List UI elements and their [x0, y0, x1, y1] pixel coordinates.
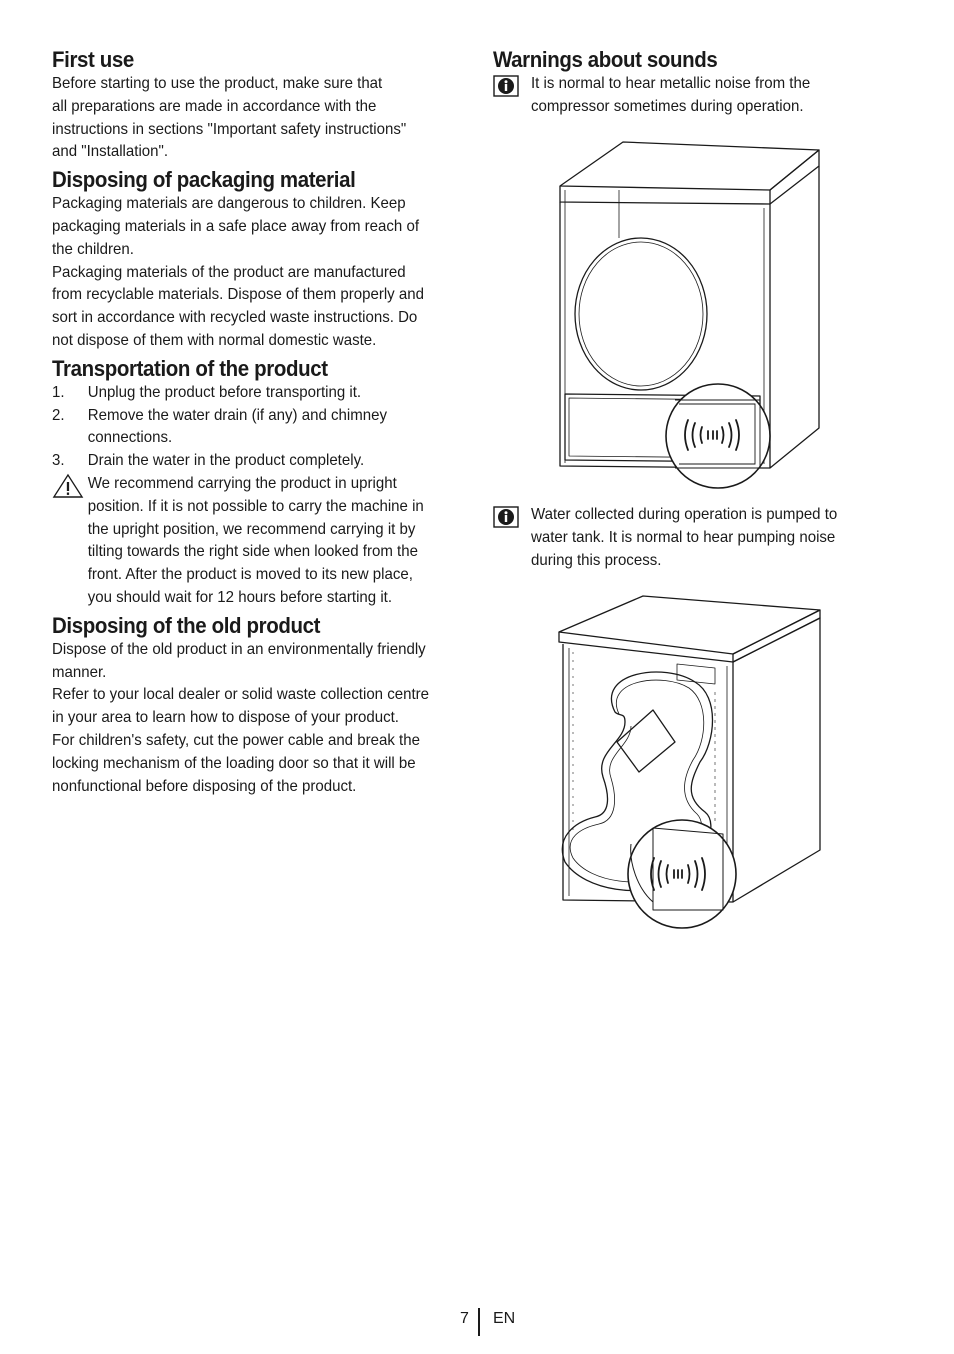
warning-line: the upright position, we recommend carrying it by	[87, 520, 416, 538]
warning-line: We recommend carrying the product in upright	[87, 474, 397, 492]
old-product-line: Refer to your local dealer or solid waste collection centre	[52, 686, 430, 704]
step-text: connections.	[87, 429, 173, 447]
transport-steps	[52, 382, 464, 473]
packaging-line: sort in accordance with recycled waste instructions. Do	[52, 309, 418, 327]
old-product-line: manner.	[52, 663, 107, 681]
dryer-front-illustration	[555, 138, 825, 490]
info-note-pump	[493, 504, 931, 572]
first-use-section	[52, 46, 464, 164]
warning-line: position. If it is not possible to carry the machine in	[87, 497, 424, 515]
packaging-section	[52, 166, 464, 353]
first-use-line: and "Installation".	[52, 143, 169, 161]
list-item	[52, 382, 464, 405]
old-product-line: locking mechanism of the loading door so that it will be	[52, 754, 416, 772]
info-line: Water collected during operation is pumped to	[531, 506, 838, 523]
old-product-line: nonfunctional before disposing of the product.	[52, 777, 357, 795]
info-icon	[493, 75, 519, 97]
info-line: compressor sometimes during operation.	[531, 97, 804, 115]
info-note-compressor	[493, 73, 903, 119]
old-product-line: in your area to learn how to dispose of your product.	[52, 709, 399, 727]
step-text: Remove the water drain (if any) and chimney	[87, 406, 387, 424]
step-number: 2.	[52, 406, 65, 424]
packaging-heading: Disposing of packaging material	[52, 167, 356, 193]
old-product-heading: Disposing of the old product	[52, 612, 321, 638]
first-use-line: all preparations are made in accordance with the	[52, 97, 377, 115]
language-code: EN	[493, 1310, 516, 1327]
transport-section	[52, 355, 464, 610]
warning-line: front. After the product is moved to its new place,	[87, 566, 413, 584]
packaging-line: not dispose of them with normal domestic waste.	[52, 331, 377, 349]
info-icon	[493, 506, 519, 528]
info-line: It is normal to hear metallic noise from the	[531, 75, 811, 92]
packaging-line: packaging materials in a safe place away from reach of	[52, 217, 419, 235]
left-column	[52, 46, 464, 800]
step-text: Drain the water in the product completely.	[87, 452, 365, 470]
step-number: 3.	[52, 452, 65, 470]
old-product-section	[52, 612, 464, 799]
right-column	[493, 46, 903, 119]
warning-line: you should wait for 12 hours before starting it.	[87, 588, 393, 606]
packaging-line: from recyclable materials. Dispose of them properly and	[52, 286, 424, 304]
packaging-line: Packaging materials of the product are manufactured	[52, 263, 406, 281]
list-item	[52, 405, 464, 451]
warning-triangle-icon	[52, 473, 84, 499]
footer-divider	[478, 1308, 480, 1336]
transport-heading: Transportation of the product	[52, 355, 328, 381]
first-use-line: instructions in sections "Important safety instructions"	[52, 120, 407, 138]
sounds-heading: Warnings about sounds	[493, 47, 718, 72]
dryer-rear-illustration	[555, 592, 830, 932]
page-number: 7	[460, 1310, 469, 1327]
old-product-line: For children's safety, cut the power cable and break the	[52, 731, 420, 749]
list-item	[52, 450, 464, 473]
info-line: water tank. It is normal to hear pumping noise	[531, 528, 836, 546]
first-use-heading: First use	[52, 47, 134, 72]
warning-line: tilting towards the right side when looked from the	[87, 543, 418, 561]
old-product-line: Dispose of the old product in an environmentally friendly	[52, 640, 426, 658]
first-use-line: Before starting to use the product, make sure that	[52, 75, 383, 92]
transport-warning	[52, 473, 464, 610]
info-line: during this process.	[531, 551, 662, 569]
step-number: 1.	[52, 383, 65, 401]
packaging-line: the children.	[52, 240, 134, 258]
packaging-line: Packaging materials are dangerous to children. Keep	[52, 195, 406, 213]
step-text: Unplug the product before transporting it.	[87, 383, 362, 401]
